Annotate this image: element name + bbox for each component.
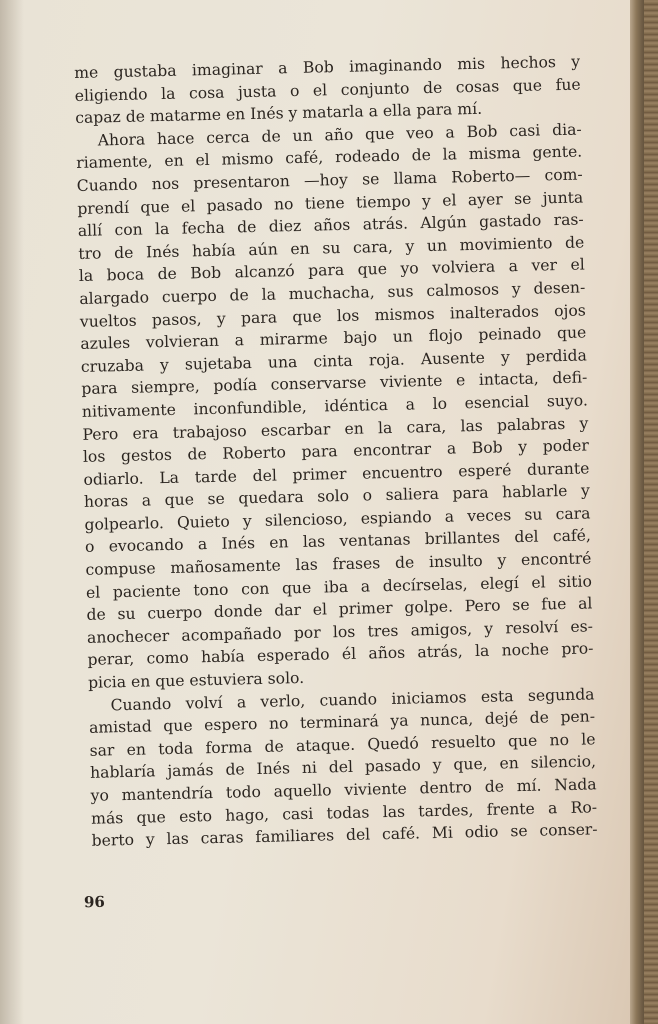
text-line: berto y las caras familiares del café. Mi odio se conser- bbox=[91, 820, 598, 850]
text-line: azules volvieran a mirarme bajo un flojo peinado que bbox=[80, 323, 587, 354]
text-line: Cuando nos presentaron —hoy se llama Roberto— com- bbox=[76, 165, 583, 195]
text-line: horas a que se quedara solo o saliera para hablarle y bbox=[83, 481, 591, 512]
text-line: los gestos de Roberto para encontrar a Bob y poder bbox=[82, 436, 590, 466]
text-line: yo mantendría todo aquello viviente dentro de mí. Nada bbox=[90, 775, 597, 805]
text-line: compuse mañosamente las frases de insulto y encontré bbox=[85, 549, 592, 579]
text-line: el paciente tono con que iba a decírselas, elegí el sitio bbox=[85, 572, 593, 602]
text-line: odiarlo. La tarde del primer encuentro esperé durante bbox=[83, 459, 590, 489]
text-line: me gustaba imaginar a Bob imaginando mis hechos y bbox=[74, 52, 581, 82]
text-line: para siempre, podía conservarse viviente e intacta, defi- bbox=[81, 368, 588, 399]
page-number: 96 bbox=[83, 892, 106, 912]
paragraph bbox=[74, 51, 581, 130]
paragraph bbox=[88, 683, 597, 853]
text-line: eligiendo la cosa justa o el conjunto de cosas que fue bbox=[74, 75, 581, 105]
text-line: anochecer acompañado por los tres amigos, y resolví es- bbox=[86, 617, 594, 647]
text-line: tro de Inés había aún en su cara, y un movimiento de bbox=[78, 233, 585, 263]
text-line: sar en toda forma de ataque. Quedó resuelto que no le bbox=[89, 730, 596, 760]
text-line: cruzaba y sujetaba una cinta roja. Ausente y perdida bbox=[80, 346, 587, 376]
text-line: prendí que el pasado no tiene tiempo y el ayer se junta bbox=[77, 188, 584, 218]
text-line: allí con la fecha de diez años atrás. Algún gastado ras- bbox=[77, 210, 584, 241]
text-line: o evocando a Inés en las ventanas brillantes del café, bbox=[84, 526, 592, 557]
text-line: riamente, en el mismo café, rodeado de la misma gente. bbox=[76, 142, 583, 173]
text-line: la boca de Bob alcanzó para que yo volviera a ver el bbox=[78, 255, 585, 286]
text-line: de su cuerpo donde dar el primer golpe. Pero se fue al bbox=[86, 594, 593, 625]
text-line: golpearlo. Quieto y silencioso, espiando a veces su cara bbox=[84, 504, 591, 534]
text-line: amistad que espero no terminará ya nunca, dejé de pen- bbox=[88, 707, 596, 738]
text-line: Pero era trabajoso escarbar en la cara, las palabras y bbox=[82, 413, 589, 444]
text-line: Cuando volví a verlo, cuando iniciamos esta segunda bbox=[110, 684, 595, 714]
book-spine bbox=[644, 0, 658, 1024]
text-line: hablaría jamás de Inés ni del pasado y que, en silencio, bbox=[89, 752, 597, 783]
text-line: perar, como había esperado él años atrás, la noche pro- bbox=[87, 639, 594, 670]
text-line: Ahora hace cerca de un año que veo a Bob casi dia- bbox=[97, 120, 582, 150]
text-line: nitivamente inconfundible, idéntica a lo esencial suyo. bbox=[81, 391, 589, 421]
body-text bbox=[74, 51, 598, 853]
paragraph bbox=[76, 118, 595, 694]
text-line: alargado cuerpo de la muchacha, sus calmosos y desen- bbox=[79, 278, 586, 308]
text-line: picia en que estuviera solo. bbox=[87, 668, 305, 692]
text-line: más que esto hago, casi todas las tardes, frente a Ro- bbox=[90, 797, 598, 828]
text-line: vueltos pasos, y para que los mismos inalterados ojos bbox=[79, 300, 586, 331]
text-line: capaz de matarme en Inés y matarla a ella para mí. bbox=[75, 99, 483, 128]
page-gutter-shadow bbox=[0, 0, 24, 1024]
